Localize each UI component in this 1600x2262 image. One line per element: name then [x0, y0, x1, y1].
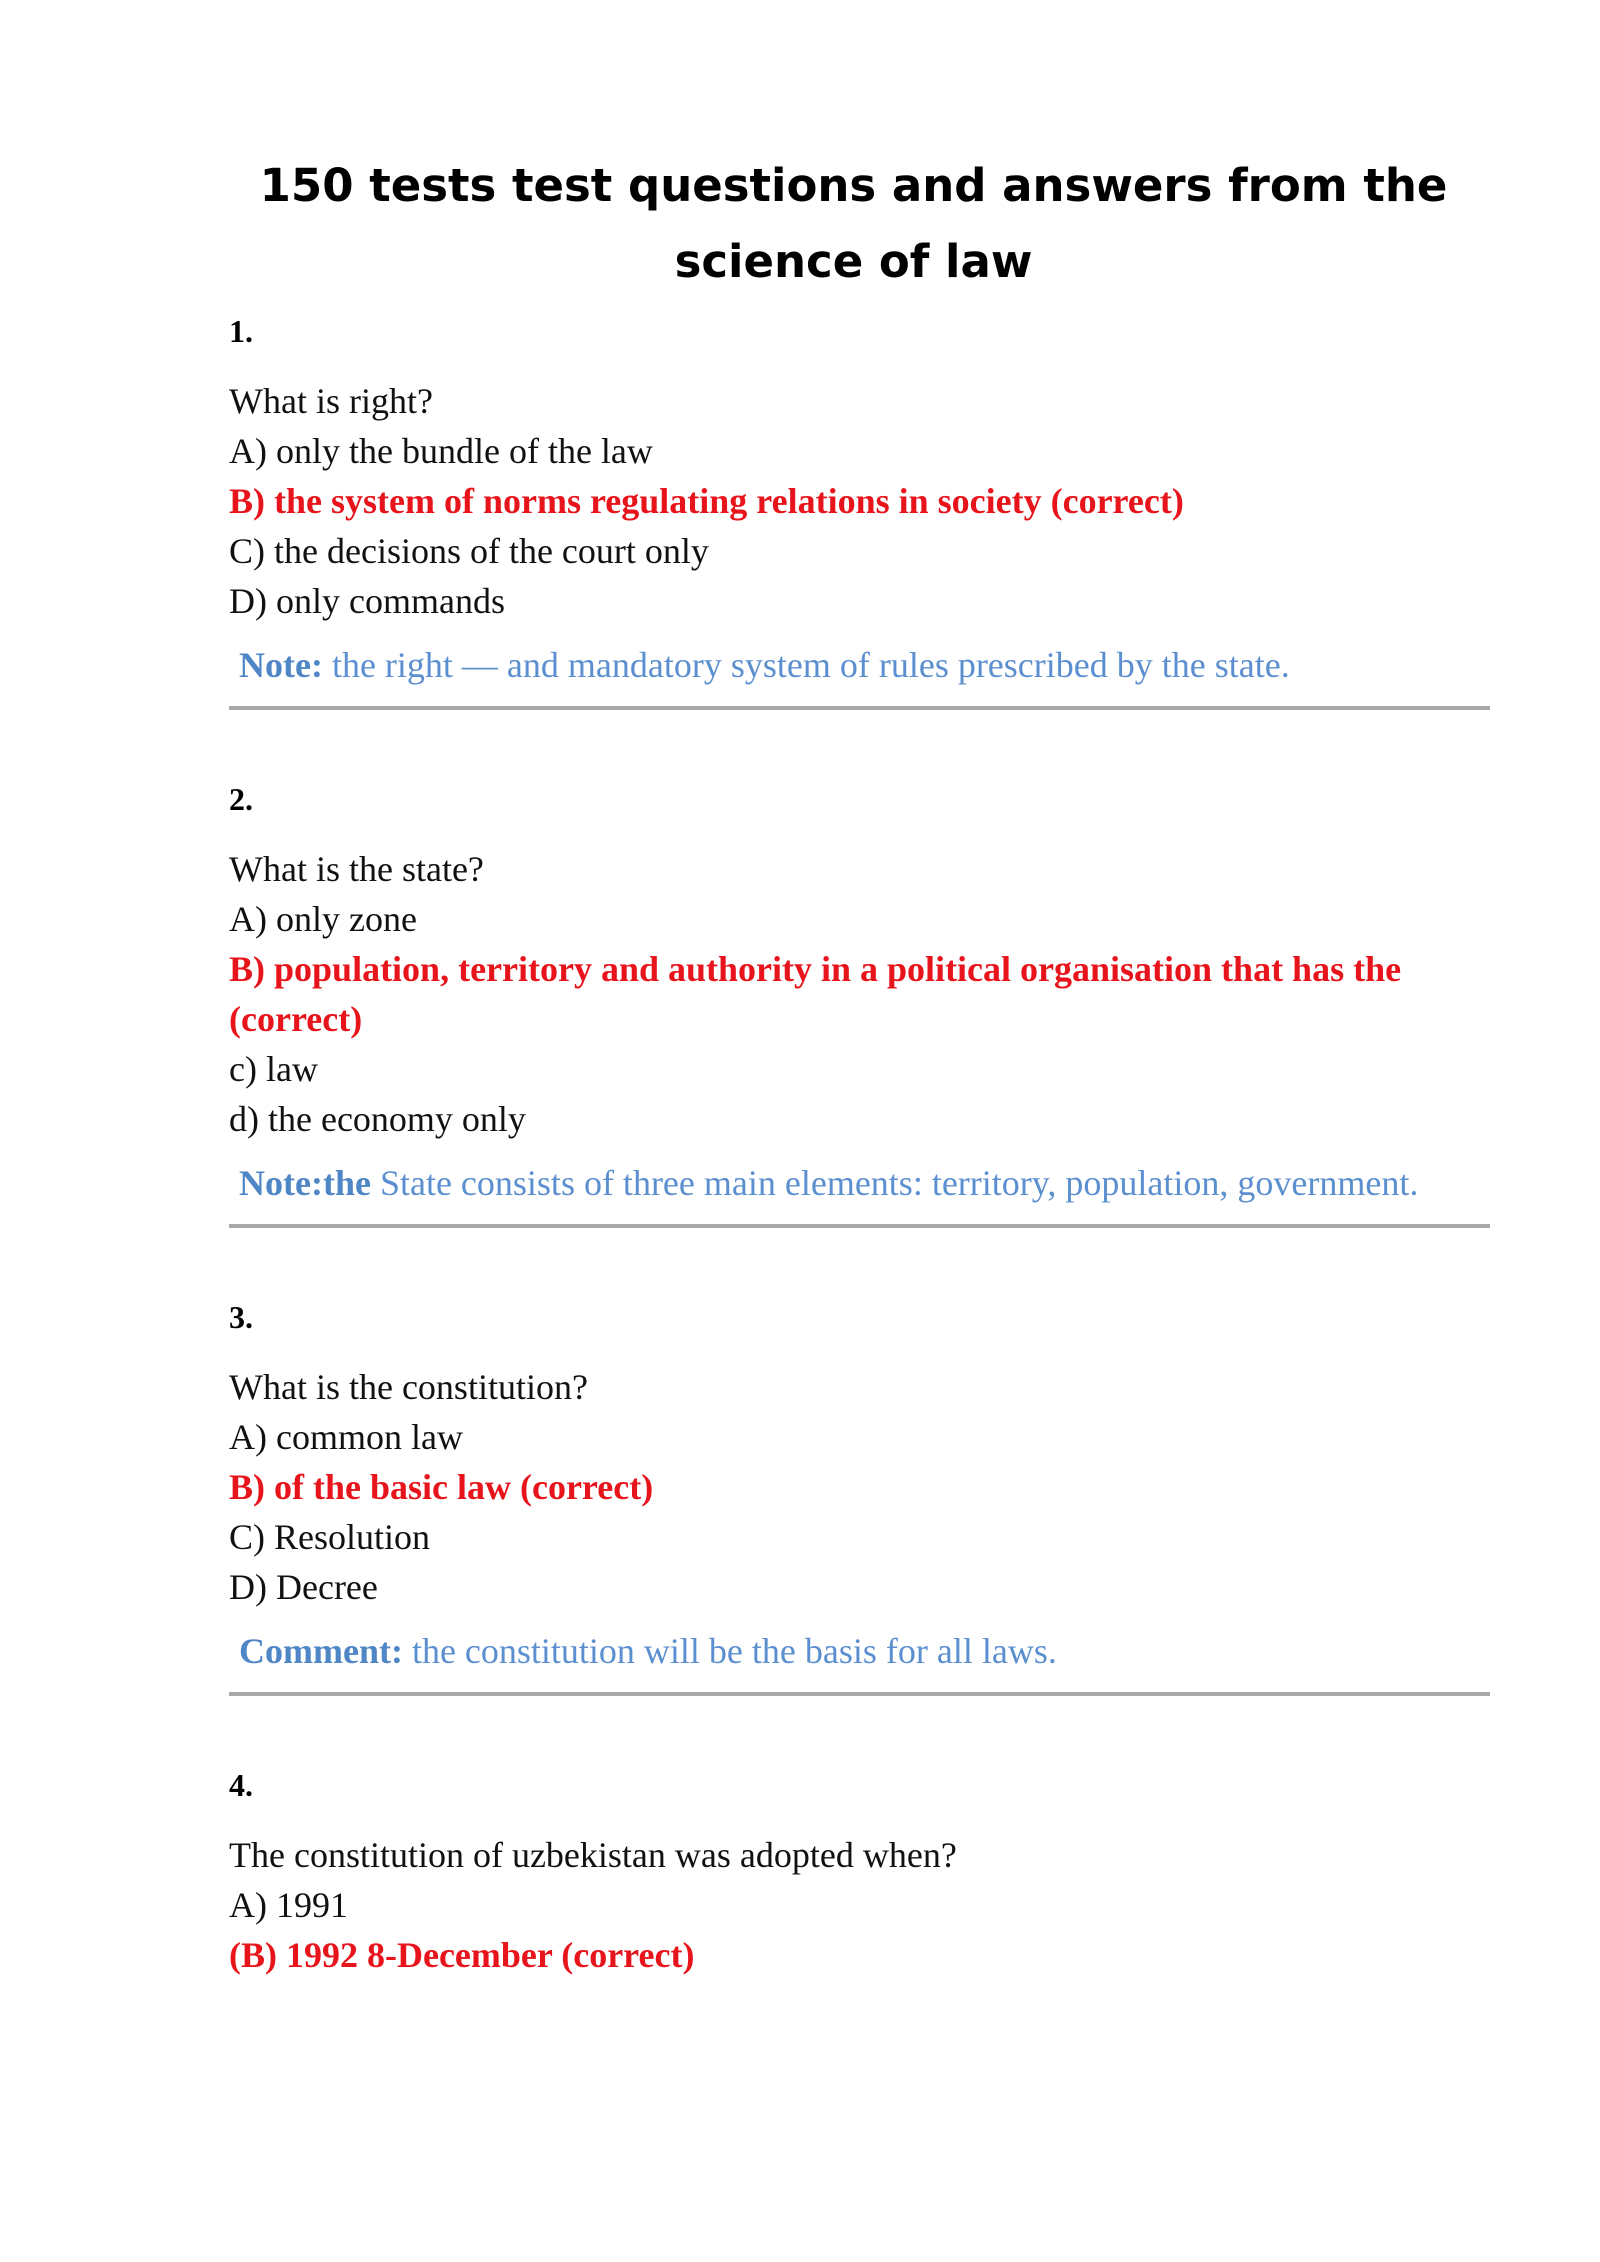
question-note [239, 1158, 1490, 1208]
answer-option-b-correct: B) population, territory and authority in a political organisation that has the [229, 949, 1402, 989]
answer-option-b-correct: B) of the basic law (correct) [229, 1467, 654, 1507]
title-line-2: science of law [674, 235, 1033, 288]
answer-option-d: D) Decree [229, 1567, 378, 1607]
answer-option-c: C) the decisions of the court only [229, 531, 709, 571]
question-text: The constitution of uzbekistan was adopted when? [229, 1835, 957, 1875]
answer-option-c: c) law [229, 1049, 318, 1089]
answer-option-a: A) common law [229, 1417, 463, 1457]
answer-option-c: C) Resolution [229, 1517, 431, 1557]
question-text: What is the state? [229, 849, 484, 889]
question-1 [229, 306, 1490, 710]
question-number: 3. [229, 1299, 253, 1335]
answer-option-b-correct: B) the system of norms regulating relations in society (correct) [229, 481, 1184, 521]
answer-option-a: A) 1991 [229, 1885, 348, 1925]
question-divider [229, 1224, 1490, 1228]
question-comment [239, 1626, 1490, 1676]
question-number: 1. [229, 313, 253, 349]
question-3 [229, 1292, 1490, 1696]
document-title [217, 148, 1490, 300]
note-text: State consists of three main elements: territory, population, government. [370, 1163, 1419, 1203]
note-label: Note: [239, 645, 323, 685]
note-text: the right — and mandatory system of rules prescribed by the state. [322, 645, 1290, 685]
document-page [229, 148, 1490, 1980]
answer-option-a: A) only the bundle of the law [229, 431, 653, 471]
title-line-1: 150 tests test questions and answers from the [259, 159, 1448, 212]
comment-label: Comment: [239, 1631, 403, 1671]
answer-option-a: A) only zone [229, 899, 417, 939]
comment-text: the constitution will be the basis for all laws. [402, 1631, 1057, 1671]
question-note [239, 640, 1490, 690]
question-text: What is right? [229, 381, 433, 421]
question-4 [229, 1760, 1490, 1980]
question-number: 4. [229, 1767, 253, 1803]
question-number: 2. [229, 781, 253, 817]
answer-option-b-correct-continued: (correct) [229, 999, 363, 1039]
note-label: Note:the [239, 1163, 371, 1203]
question-divider [229, 706, 1490, 710]
answer-option-b-correct: (B) 1992 8-December (correct) [229, 1935, 695, 1975]
question-2 [229, 774, 1490, 1228]
answer-option-d: d) the economy only [229, 1099, 526, 1139]
question-divider [229, 1692, 1490, 1696]
question-text: What is the constitution? [229, 1367, 588, 1407]
answer-option-d: D) only commands [229, 581, 505, 621]
